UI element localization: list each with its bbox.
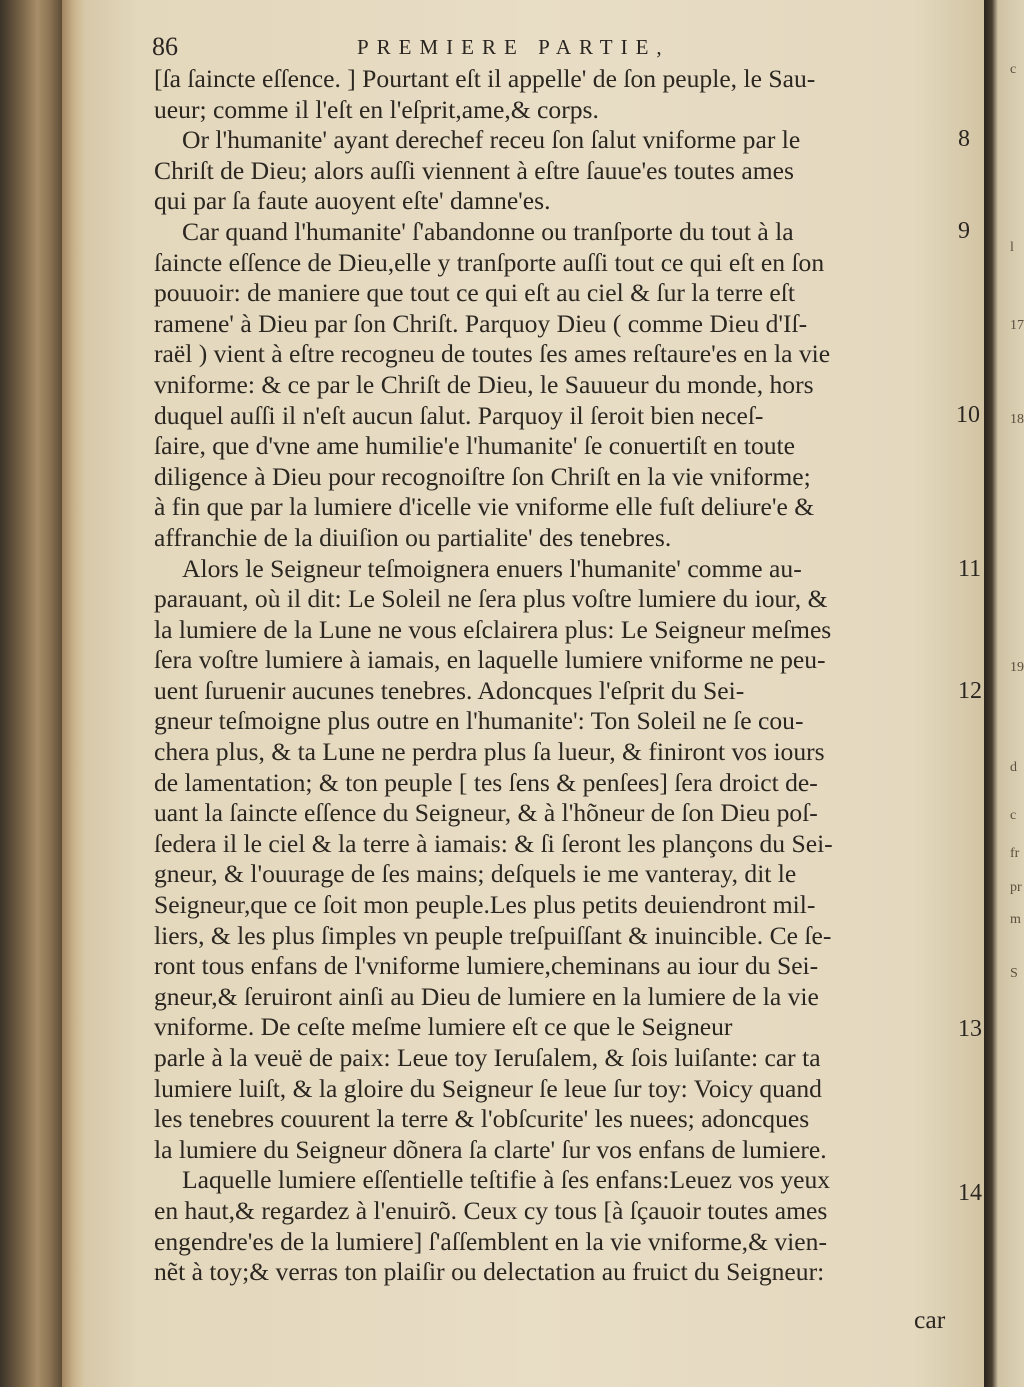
text-line: gneur teſmoigne plus outre en l'humanite': Ton Soleil ne ſe cou- — [154, 706, 804, 736]
text-line: ront tous enfans de l'vniforme lumiere,cheminans au iour du Sei- — [154, 951, 819, 981]
text-line: Car quand l'humanite' ſ'abandonne ou tranſporte du tout à la — [182, 216, 794, 246]
text-line: lumiere luiſt, & la gloire du Seigneur ſe leue ſur toy: Voicy quand — [154, 1073, 822, 1103]
facing-letter: pr — [1010, 880, 1022, 895]
facing-letter: 18 — [1010, 412, 1024, 427]
text-line: Laquelle lumiere eſſentielle teſtifie à ſes enfans:Leuez vos yeux — [182, 1165, 831, 1195]
text-line: Seigneur,que ce ſoit mon peuple.Les plus petits deuiendront mil- — [154, 890, 816, 920]
book-binding-gutter — [0, 0, 62, 1387]
text-line: de lamentation; & ton peuple [ tes ſens & penſees] ſera droict de- — [154, 767, 818, 797]
text-line: ſera voſtre lumiere à iamais, en laquelle lumiere vniforme ne peu- — [154, 645, 826, 675]
text-line: les tenebres couurent la terre & l'obſcurite' les nuees; adoncques — [154, 1104, 810, 1134]
facing-letter: 19 — [1010, 660, 1024, 675]
page-header — [152, 32, 952, 66]
text-line: Chriſt de Dieu; alors auſſi viennent à eſtre ſauue'es toutes ames — [154, 155, 794, 185]
text-line: qui par ſa faute auoyent eſte' damne'es. — [154, 186, 551, 216]
verse-number: 14 — [958, 1180, 982, 1206]
facing-letter: c — [1010, 808, 1017, 823]
text-line: la lumiere du Seigneur dõnera ſa clarte' ſur vos enfans de lumiere. — [154, 1134, 827, 1164]
verse-number: 11 — [958, 556, 982, 582]
body-text — [154, 64, 950, 1288]
running-title: PREMIERE PARTIE, — [357, 35, 670, 59]
catchword: car — [914, 1305, 946, 1334]
text-line: parauant, où il dit: Le Soleil ne ſera plus voſtre lumiere du iour, & — [154, 584, 828, 614]
facing-letter: m — [1010, 912, 1021, 927]
page-number: 86 — [152, 32, 178, 61]
text-line: uant la ſaincte eſſence du Seigneur, & à l'hõneur de ſon Dieu poſ- — [154, 798, 818, 828]
text-line: diligence à Dieu pour recognoiſtre ſon Chriſt en la vie vniforme; — [154, 461, 811, 491]
facing-letter: 17 — [1010, 318, 1024, 333]
text-line: affranchie de la diuiſion ou partialite' des tenebres. — [154, 522, 672, 552]
text-line: en haut,& regardez à l'enuirõ. Ceux cy tous [à ſçauoir toutes ames — [154, 1195, 828, 1225]
text-line: chera plus, & ta Lune ne perdra plus ſa lueur, & finiront vos iours — [154, 737, 825, 767]
verse-number: 12 — [958, 678, 982, 704]
text-line: ſaincte eſſence de Dieu,elle y tranſporte auſſi tout ce qui eſt en ſon — [154, 247, 825, 277]
text-line: Or l'humanite' ayant derechef receu ſon ſalut vniforme par le — [182, 125, 801, 155]
facing-letter: l — [1010, 240, 1014, 255]
text-line: gneur,& ſeruiront ainſi au Dieu de lumiere en la lumiere de la vie — [154, 981, 819, 1011]
text-line: vniforme. De ceſte meſme lumiere eſt ce que le Seigneur — [154, 1012, 733, 1042]
text-line: duquel auſſi il n'eſt aucun ſalut. Parquoy il ſeroit bien neceſ- — [154, 400, 764, 430]
text-line: gneur, & l'ouurage de ſes mains; deſquels ie me vanteray, dit le — [154, 859, 797, 889]
text-line: vniforme: & ce par le Chriſt de Dieu, le Sauueur du monde, hors — [154, 369, 814, 399]
verse-number: 9 — [958, 218, 970, 244]
text-line: parle à la veuë de paix: Leue toy Ieruſalem, & ſois luiſante: car ta — [154, 1043, 821, 1072]
text-line: ſedera il le ciel & la terre à iamais: & ſi ſeront les plançons du Sei- — [154, 828, 833, 858]
text-line: ueur; comme il l'eſt en l'eſprit,ame,& corps. — [154, 94, 599, 124]
verse-number: 13 — [958, 1016, 982, 1042]
facing-page-letters — [1008, 0, 1024, 1387]
text-line: ramene' à Dieu par ſon Chriſt. Parquoy Dieu ( comme Dieu d'Iſ- — [154, 308, 808, 338]
verse-number: 10 — [956, 402, 980, 428]
text-line: nẽt à toy;& verras ton plaiſir ou delectation au fruict du Seigneur: — [154, 1257, 825, 1287]
facing-letter: c — [1010, 62, 1017, 77]
text-line: pouuoir: de maniere que tout ce qui eſt au ciel & ſur la terre eſt — [154, 278, 796, 308]
text-line: liers, & les plus ſimples vn peuple treſpuiſſant & inuincible. Ce ſe- — [154, 920, 832, 950]
page-fore-edge — [62, 0, 84, 1387]
facing-letter: d — [1010, 760, 1017, 775]
text-line: ſaire, que d'vne ame humilie'e l'humanite' ſe conuertiſt en toute — [154, 431, 796, 461]
text-line: uent ſuruenir aucunes tenebres. Adoncques l'eſprit du Sei- — [154, 675, 745, 705]
text-line: engendre'es de la lumiere] ſ'aſſemblent en la vie vniforme,& vien- — [154, 1226, 827, 1256]
text-line: à fin que par la lumiere d'icelle vie vniforme elle fuſt deliure'e & — [154, 492, 815, 522]
facing-letter: fr — [1010, 846, 1020, 861]
text-line: Alors le Seigneur teſmoignera enuers l'humanite' comme au- — [182, 553, 802, 583]
text-line: la lumiere de la Lune ne vous eſclairera plus: Le Seigneur meſmes — [154, 614, 832, 644]
facing-letter: S — [1010, 966, 1018, 981]
text-line: [ſa ſaincte eſſence. ] Pourtant eſt il appelle' de ſon peuple, le Sau- — [154, 64, 816, 93]
verse-number: 8 — [958, 126, 970, 152]
text-line: raël ) vient à eſtre recogneu de toutes ſes ames reſtaure'es en la vie — [154, 339, 831, 369]
